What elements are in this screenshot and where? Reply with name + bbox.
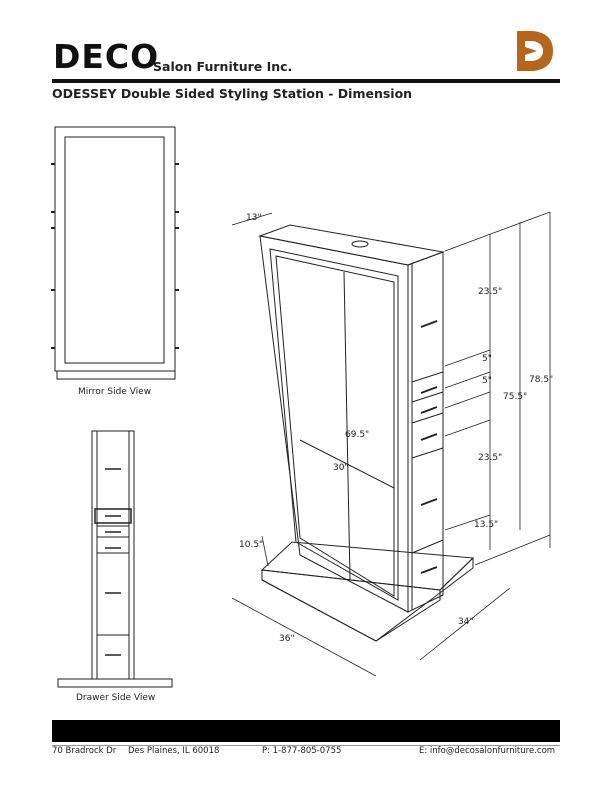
document-title: ODESSEY Double Sided Styling Station - Dimension (52, 86, 413, 101)
dim-upper-section: 23.5" (478, 287, 503, 297)
dim-mirror-width: 30" (333, 463, 349, 473)
dim-base-gap: 13.5" (474, 520, 499, 530)
footer-email: E: info@decosalonfurniture.com (419, 746, 556, 756)
dim-drawer-1: 5" (482, 354, 492, 364)
mirror-side-caption: Mirror Side View (78, 387, 152, 397)
brand-subtitle: Salon Furniture Inc. (153, 59, 293, 74)
dim-top-depth: 13" (246, 213, 262, 223)
footer-address: 70 Bradrock Dr (52, 746, 117, 756)
dim-drawer-2: 5" (482, 376, 492, 386)
dim-overall-height: 78.5" (529, 375, 554, 385)
dim-lower-section: 23.5" (478, 453, 503, 463)
brand-logo-text: DECO (53, 37, 160, 76)
dim-base-height: 10.5" (239, 540, 264, 550)
footer-phone: P: 1-877-805-0755 (262, 746, 342, 756)
footer-bar (52, 720, 560, 742)
dim-cabinet-height: 75.5" (503, 392, 528, 402)
dim-base-depth: 34" (458, 617, 474, 627)
drawer-side-caption: Drawer Side View (76, 693, 156, 703)
dim-mirror-height: 69.5" (345, 430, 370, 440)
dim-base-width: 36" (279, 634, 295, 644)
footer-city: Des Plaines, IL 60018 (128, 746, 220, 756)
